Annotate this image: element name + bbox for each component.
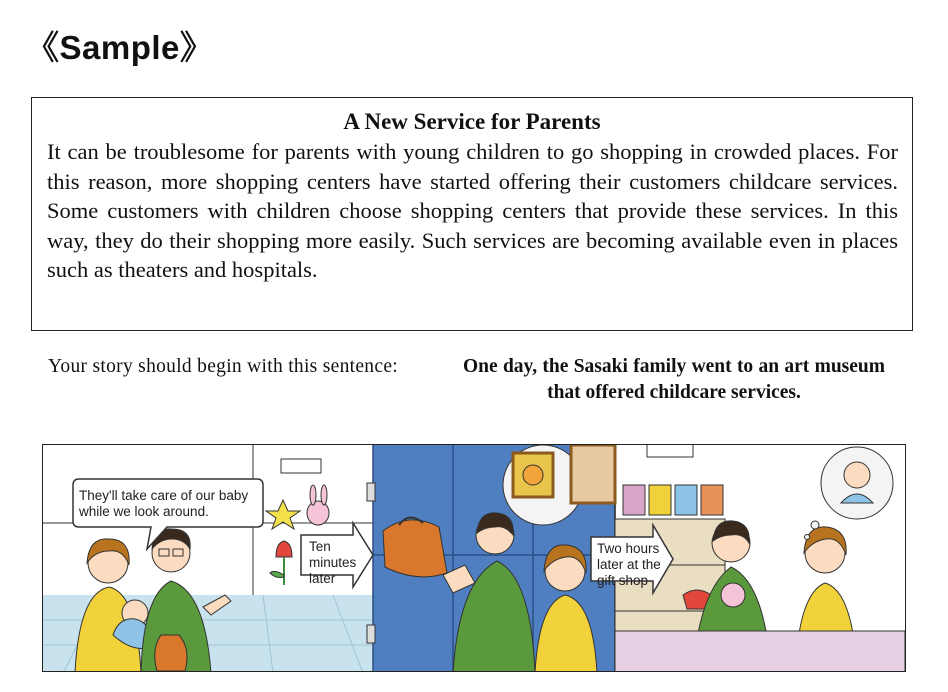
passage-body: It can be troublesome for parents with young children to go shopping in crowded places. For this reason, more shopping centers have started offering their customers childcare services. Some customers with children choose shopping centers that provide these services. In this way, they do their shopping more easily. Such services are becoming available even in places such as theaters and hospitals.: [47, 139, 898, 282]
caption-1-line-2: minutes: [309, 555, 357, 570]
instruction-lead: Your story should begin with this sentence:: [48, 356, 398, 377]
passage-box: [31, 97, 913, 331]
caption-2-line-2: later at the: [597, 557, 661, 572]
instruction-sentence: One day, the Sasaki family went to an art museum that offered childcare services.: [463, 356, 885, 403]
caption-2-line-1: Two hours: [597, 541, 660, 556]
page-heading: 《Sample》: [26, 29, 214, 66]
caption-ten-minutes-later: [309, 539, 357, 587]
comic-illustration: [43, 445, 906, 672]
passage-title: A New Service for Parents: [343, 109, 601, 134]
caption-1-line-3: later: [309, 571, 336, 586]
speech-bubble-text: They'll take care of our baby while we look around.: [79, 488, 249, 519]
caption-two-hours-later: [597, 541, 677, 589]
comic-strip: [42, 444, 906, 672]
caption-2-line-3: gift shop: [597, 573, 649, 588]
caption-1-line-1: Ten: [309, 539, 331, 554]
